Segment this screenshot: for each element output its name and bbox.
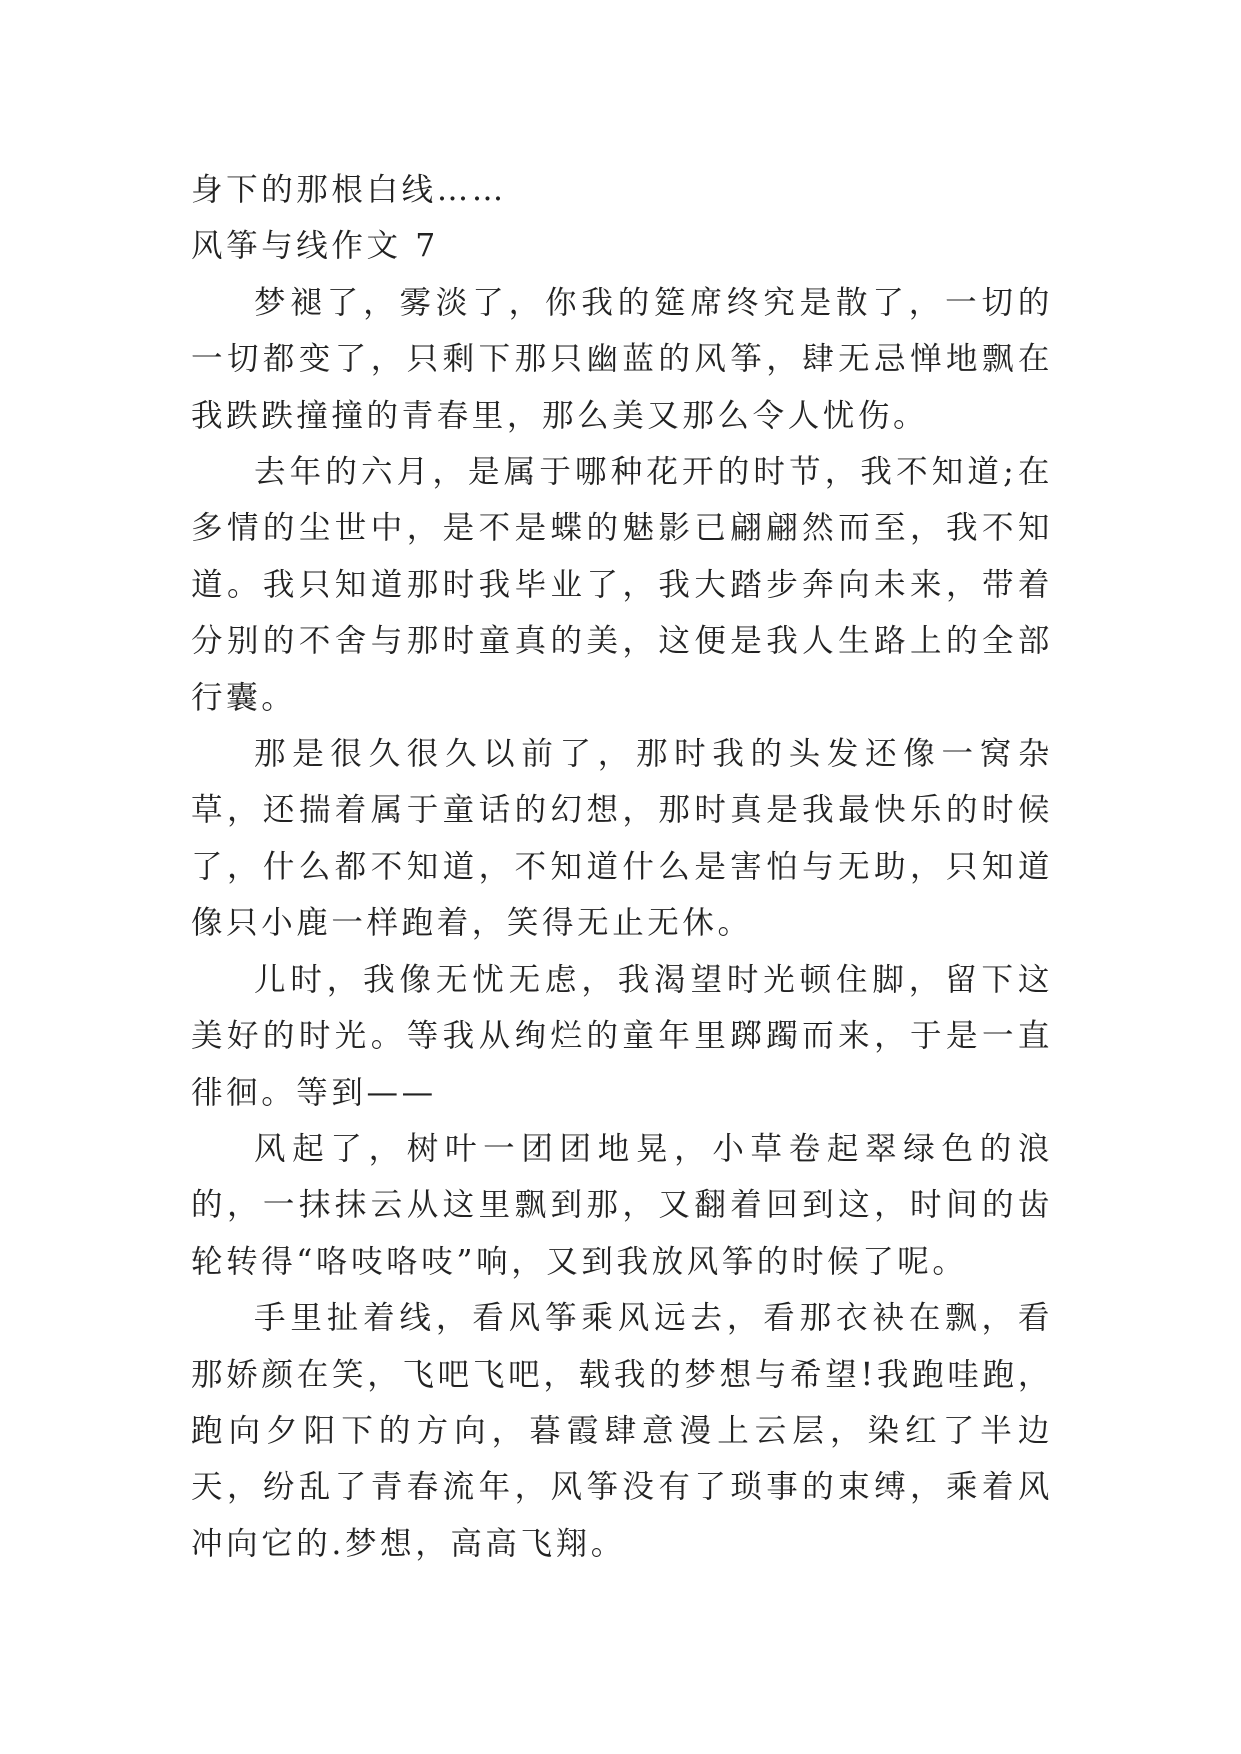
paragraph-5: 风起了，树叶一团团地晃，小草卷起翠绿色的浪的，一抹抹云从这里飘到那，又翻着回到这，时间的齿轮转得“咯吱咯吱”响，又到我放风筝的时候了呢。 <box>191 1130 1053 1280</box>
paragraph-3: 那是很久很久以前了，那时我的头发还像一窝杂草，还揣着属于童话的幻想，那时真是我最快乐的时候了，什么都不知道，不知道什么是害怕与无助，只知道像只小鹿一样跑着，笑得无止无休。 <box>191 736 1053 942</box>
paragraph-1: 梦褪了，雾淡了，你我的筵席终究是散了，一切的一切都变了，只剩下那只幽蓝的风筝，肆无忌惮地飘在我跌跌撞撞的青春里，那么美又那么令人忧伤。 <box>191 284 1053 434</box>
section-title: 风筝与线作文 7 <box>191 228 439 265</box>
document-page <box>191 162 1053 1572</box>
paragraph-6: 手里扯着线，看风筝乘风远去，看那衣袂在飘，看那娇颜在笑，飞吧飞吧，载我的梦想与希望!我跑哇跑，跑向夕阳下的方向，暮霞肆意漫上云层，染红了半边天，纷乱了青春流年，风筝没有了琐事的束缚，乘着风冲向它的.梦想，高高飞翔。 <box>191 1300 1053 1562</box>
continued-line: 身下的那根白线…… <box>191 172 507 208</box>
paragraph-2: 去年的六月，是属于哪种花开的时节，我不知道;在多情的尘世中，是不是蝶的魅影已翩翩然而至，我不知道。我只知道那时我毕业了，我大踏步奔向未来，带着分别的不舍与那时童真的美，这便是我人生路上的全部行囊。 <box>191 454 1053 716</box>
paragraph-4: 儿时，我像无忧无虑，我渴望时光顿住脚，留下这美好的时光。等我从绚烂的童年里踯躅而来，于是一直徘徊。等到—— <box>191 961 1053 1111</box>
